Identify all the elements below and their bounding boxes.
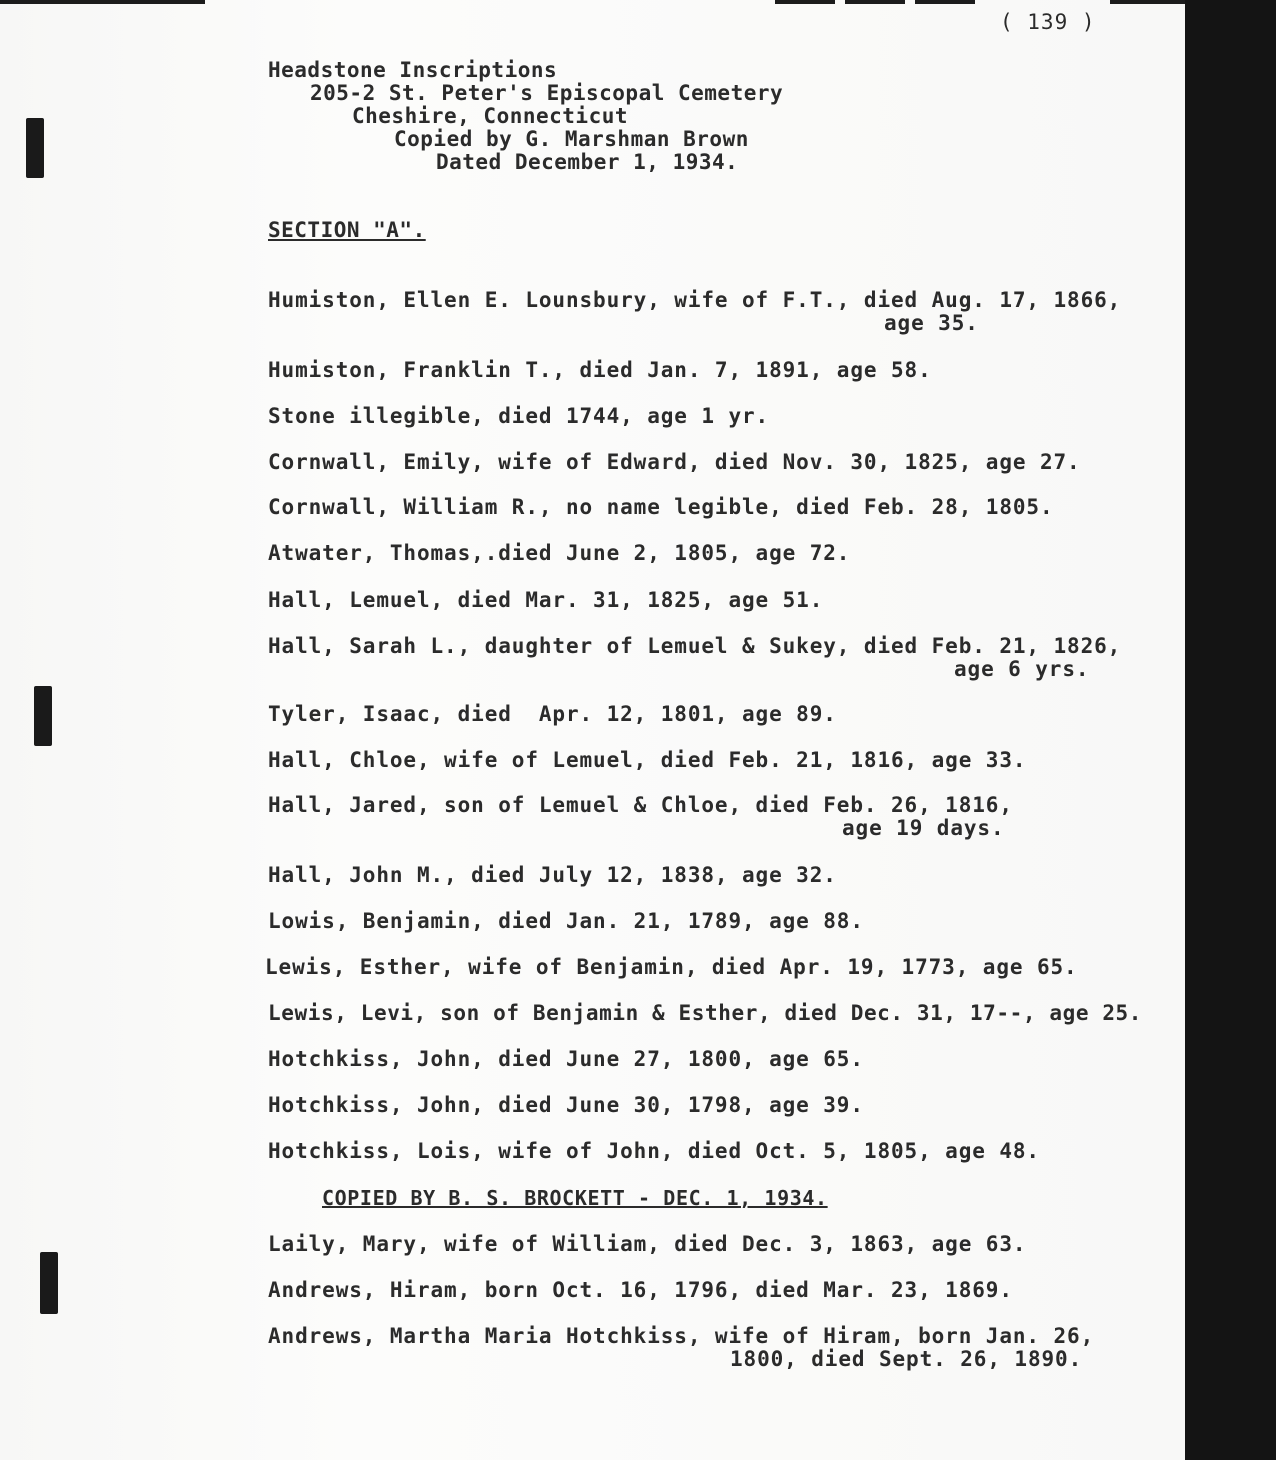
entry-line: Lewis, Esther, wife of Benjamin, died Apr. 19, 1773, age 65. (265, 955, 1078, 979)
entry-continuation: 1800, died Sept. 26, 1890. (730, 1347, 1083, 1371)
entry-line: Cornwall, Emily, wife of Edward, died Nov. 30, 1825, age 27. (268, 450, 1081, 474)
entry-line: Andrews, Martha Maria Hotchkiss, wife of Hiram, born Jan. 26, (268, 1324, 1095, 1348)
entry-line: Atwater, Thomas,.died June 2, 1805, age 72. (268, 541, 851, 565)
entry-line: Hall, John M., died July 12, 1838, age 32. (268, 863, 837, 887)
entry-line: Lewis, Levi, son of Benjamin & Esther, died Dec. 31, 17--, age 25. (268, 1001, 1143, 1025)
header-line-2: 205-2 St. Peter's Episcopal Cemetery (310, 81, 784, 105)
entry-line: Lowis, Benjamin, died Jan. 21, 1789, age 88. (268, 909, 864, 933)
entry-line: Hall, Lemuel, died Mar. 31, 1825, age 51. (268, 588, 824, 612)
entry-line: Hall, Sarah L., daughter of Lemuel & Sukey, died Feb. 21, 1826, (268, 634, 1122, 658)
section-title: SECTION "A". (268, 218, 426, 242)
scan-edge-mark (845, 0, 905, 4)
entry-line: Humiston, Franklin T., died Jan. 7, 1891, age 58. (268, 358, 932, 382)
scan-edge-mark (1110, 0, 1185, 4)
header-line-3: Cheshire, Connecticut (352, 104, 629, 128)
entry-line: Hotchkiss, John, died June 27, 1800, age 65. (268, 1047, 864, 1071)
entry-line: Hall, Jared, son of Lemuel & Chloe, died Feb. 26, 1816, (268, 793, 1013, 817)
entry-line: Humiston, Ellen E. Lounsbury, wife of F.T., died Aug. 17, 1866, (268, 288, 1122, 312)
page-number: ( 139 ) (1000, 10, 1096, 34)
binder-hole (34, 686, 52, 746)
scan-border (1185, 0, 1276, 1460)
entry-line: Stone illegible, died 1744, age 1 yr. (268, 404, 770, 428)
entry-continuation: age 6 yrs. (954, 657, 1090, 681)
entry-line: Hall, Chloe, wife of Lemuel, died Feb. 21, 1816, age 33. (268, 748, 1027, 772)
scan-edge-mark (915, 0, 975, 4)
binder-hole (26, 118, 44, 178)
entry-continuation: age 35. (884, 311, 979, 335)
scan-edge-mark (0, 0, 205, 4)
entry-line: Hotchkiss, Lois, wife of John, died Oct. 5, 1805, age 48. (268, 1139, 1040, 1163)
binder-hole (40, 1252, 58, 1314)
entry-line: Andrews, Hiram, born Oct. 16, 1796, died Mar. 23, 1869. (268, 1278, 1013, 1302)
entry-line: Hotchkiss, John, died June 30, 1798, age 39. (268, 1093, 864, 1117)
header-line-4: Copied by G. Marshman Brown (394, 127, 749, 151)
entry-line: Tyler, Isaac, died Apr. 12, 1801, age 89. (268, 702, 837, 726)
entry-continuation: age 19 days. (842, 816, 1005, 840)
header-line-5: Dated December 1, 1934. (436, 150, 739, 174)
header-line-1: Headstone Inscriptions (268, 58, 558, 82)
entry-line: Laily, Mary, wife of William, died Dec. 3, 1863, age 63. (268, 1232, 1027, 1256)
entry-line: Cornwall, William R., no name legible, died Feb. 28, 1805. (268, 495, 1054, 519)
scan-edge-mark (775, 0, 835, 4)
copied-by-note: COPIED BY B. S. BROCKETT - DEC. 1, 1934. (322, 1186, 828, 1210)
